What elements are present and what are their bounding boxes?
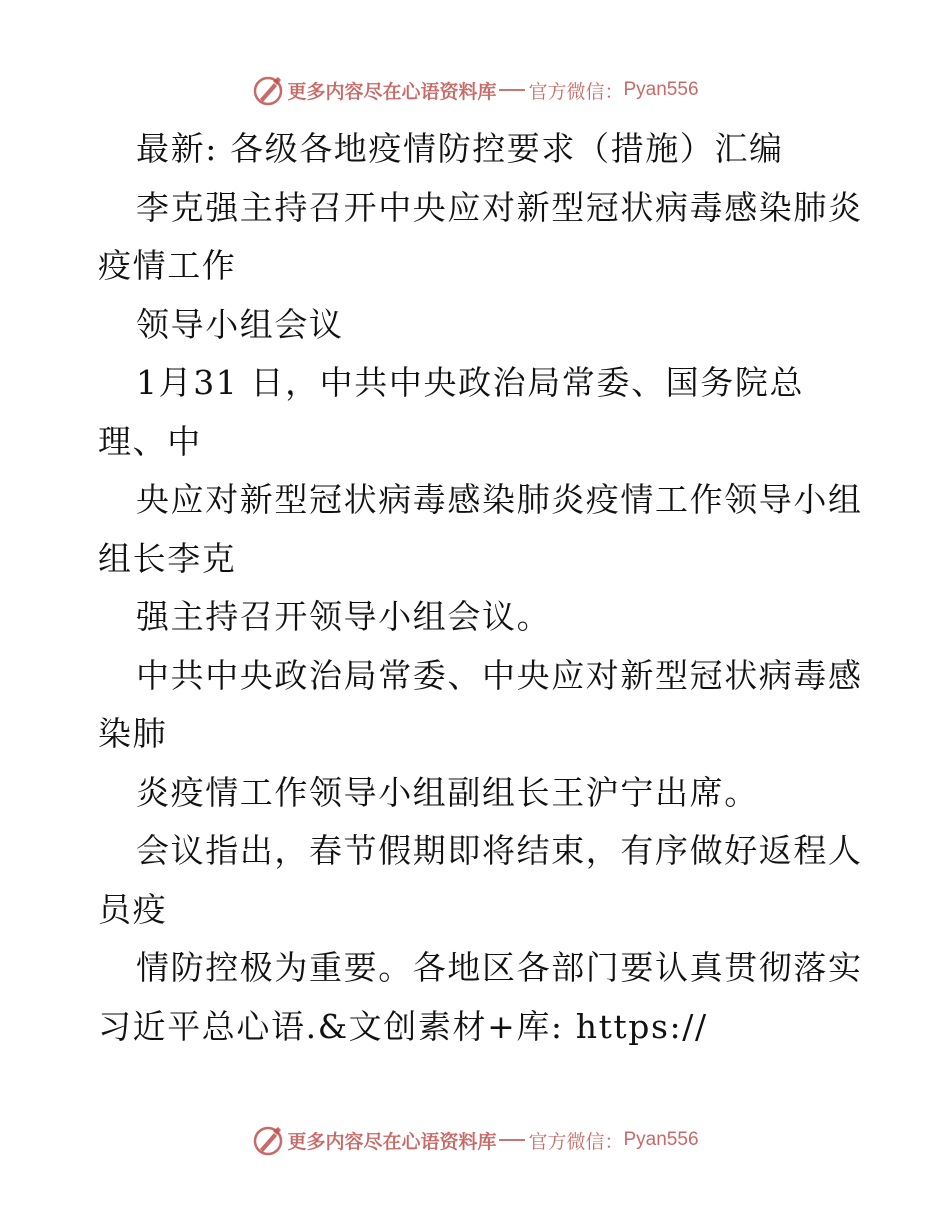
header-watermark — [0, 70, 950, 110]
pen-logo-icon — [251, 1123, 285, 1157]
text-line: 会议指出，春节假期即将结束，有序做好返程人 — [136, 831, 863, 870]
text-line-title: 最新: 各级各地疫情防控要求（措施）汇编 — [136, 129, 784, 168]
pen-logo-icon — [251, 73, 285, 107]
document-body — [98, 120, 863, 1056]
text-line: 染肺 — [98, 714, 168, 753]
watermark-wechat-id: Pyan556 — [623, 1129, 699, 1150]
text-line: 员疫 — [98, 889, 168, 929]
text-line: 领导小组会议 — [136, 304, 344, 344]
text-line: 组长李克 — [98, 538, 237, 578]
text-line: 中共中央政治局常委、中央应对新型冠状病毒感 — [136, 655, 863, 695]
footer-watermark — [0, 1120, 950, 1160]
watermark-wechat-label: 官方微信： — [528, 1130, 624, 1153]
text-line: 情防控极为重要。各地区各部门要认真贯彻落实 — [136, 948, 863, 987]
watermark-text: 更多内容尽在心语资料库 — [287, 80, 497, 103]
watermark-wechat-label: 官方微信： — [528, 80, 624, 103]
text-line: 习近平总心语.&文创素材+库: https:// — [98, 1006, 708, 1046]
text-line: 李克强主持召开中央应对新型冠状病毒感染肺炎 — [136, 187, 863, 227]
text-line: 1月31 日，中共中央政治局常委、国务院总 — [136, 363, 805, 402]
text-line: 理、中 — [98, 421, 202, 461]
text-line: 央应对新型冠状病毒感染肺炎疫情工作领导小组 — [136, 480, 863, 519]
text-line: 强主持召开领导小组会议。 — [136, 597, 552, 636]
text-line: 疫情工作 — [98, 246, 237, 285]
watermark-wechat-id: Pyan556 — [623, 79, 699, 100]
watermark-separator — [499, 89, 525, 91]
watermark-separator — [499, 1139, 525, 1141]
watermark-text: 更多内容尽在心语资料库 — [287, 1130, 497, 1153]
text-line: 炎疫情工作领导小组副组长王沪宁出席。 — [136, 772, 759, 812]
